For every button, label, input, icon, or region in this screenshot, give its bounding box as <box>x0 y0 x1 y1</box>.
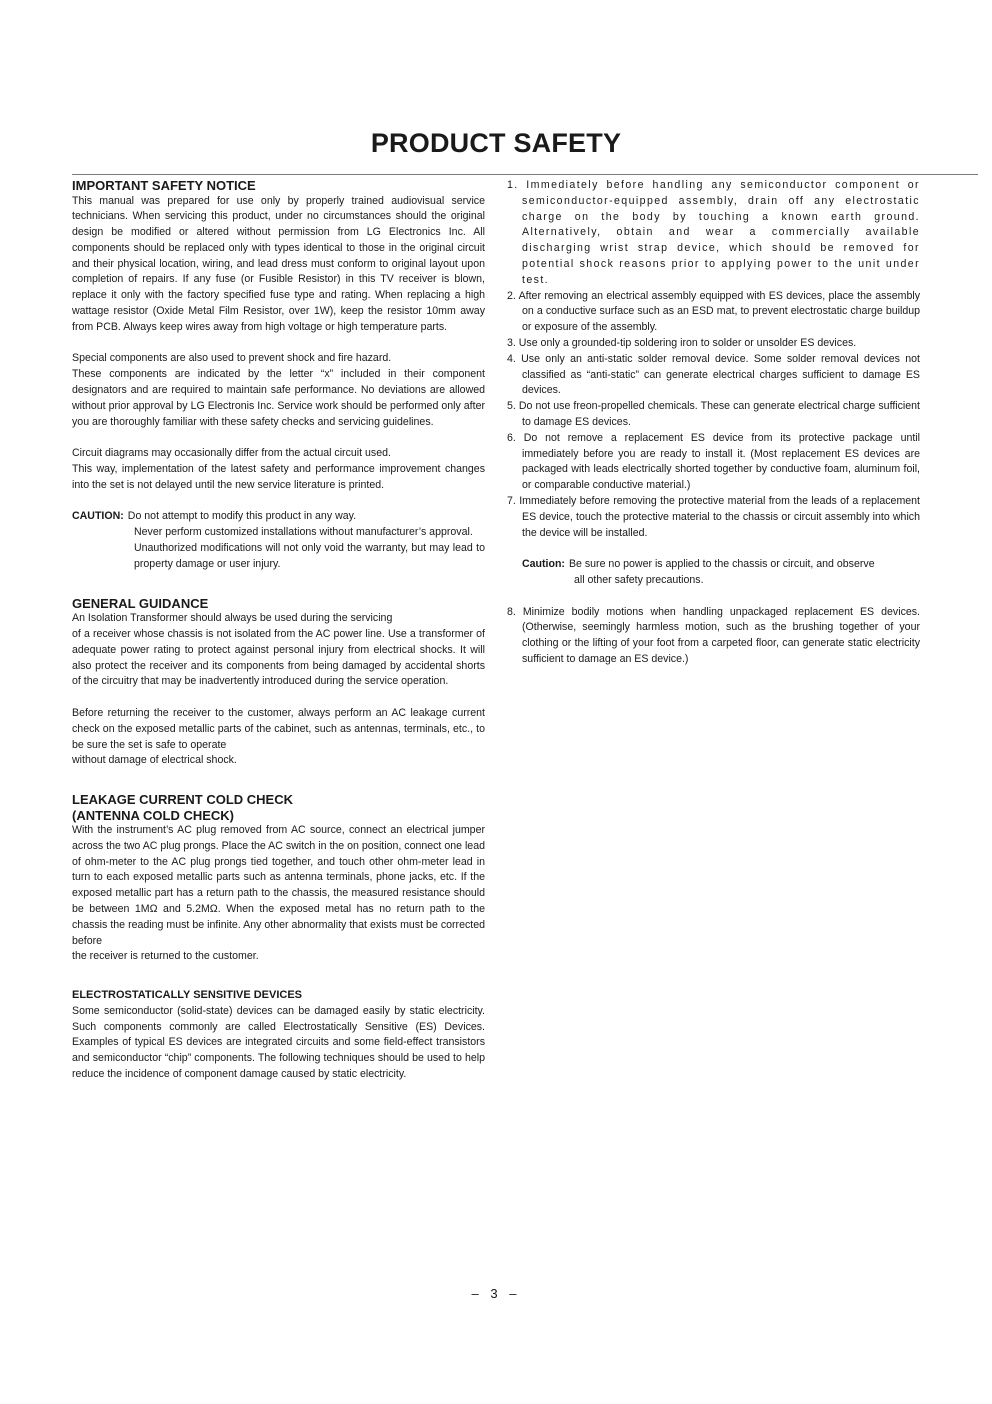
esd-step-1: 1. Immediately before handling any semiconductor component or semiconductor-equipped assembly, drain off any electrostatic charge on the body by touching a known earth ground. Alternatively, obtain and wear a commercially available discharging wrist strap device, which should be removed for potential shock reasons prior to applying power to the unit under test. <box>507 179 920 286</box>
important-para-2a: Special components are also used to prevent shock and fire hazard. <box>72 352 392 365</box>
general-guidance-section <box>72 596 485 769</box>
page-title: PRODUCT SAFETY <box>370 128 622 158</box>
important-safety-notice-section <box>72 178 485 573</box>
esd-steps-list <box>507 178 920 541</box>
right-column <box>507 178 920 668</box>
esd-step-6: 6. Do not remove a replacement ES device from its protective package until immediately before you are ready to install it. (Most replacement ES devices are packaged with leads electrically shorted together by conductive foam, aluminum foil, or comparable conductive material.) <box>507 431 920 492</box>
page-number: – 3 – <box>471 1286 521 1301</box>
leakage-heading-1: LEAKAGE CURRENT COLD CHECK <box>72 792 293 808</box>
important-para-2b: These components are indicated by the letter “x” included in their component designators and are required to maintain safe performance. No deviations are allowed without prior approval by LG Electronis Inc. Service work should be performed only after you are thoroughly familiar with these safety checks and servicing guidelines. <box>72 368 485 428</box>
leakage-heading-2: (ANTENNA COLD CHECK) <box>72 807 235 823</box>
caution-line-3: Unauthorized modifications will not only void the warranty, but may lead to property damage or user injury. <box>134 542 485 570</box>
right-caution-line-2: all other safety precautions. <box>574 573 704 586</box>
guidance-para-1a: An Isolation Transformer should always be used during the servicing <box>72 612 393 625</box>
guidance-para-1b: of a receiver whose chassis is not isolated from the AC power line. Use a transformer of adequate power rating to protect against personal injury from electrical shocks. It will also protect the receiver and its components from being damaged by accidental shorts of the circuitry that may be inadvertently introduced during the service operation. <box>72 627 485 688</box>
general-guidance-heading: GENERAL GUIDANCE <box>72 595 209 611</box>
esd-step-3: 3. Use only a grounded-tip soldering iron to solder or unsolder ES devices. <box>507 336 857 349</box>
right-caution-block <box>507 557 920 589</box>
right-caution-label: Caution: <box>522 558 565 571</box>
title-divider <box>72 174 978 175</box>
leakage-para-1: With the instrument’s AC plug removed from AC source, connect an electrical jumper across the two AC plug prongs. Place the AC switch in the on position, connect one lead of ohm-meter to the AC plug prongs tied together, and touch other ohm-meter lead in turn to each exposed metallic parts such as antenna terminals, phone jacks, etc. If the exposed metallic part has a return path to the chassis, the measured resistance should be between 1MΩ and 5.2MΩ. When the exposed metal has no return path to the chassis the reading must be infinite. Any other abnormality that exists must be corrected before <box>72 824 485 947</box>
caution-line-2: Never perform customized installations without manufacturer’s approval. <box>134 526 473 539</box>
esd-step-4: 4. Use only an anti-static solder removal device. Some solder removal devices not classified as “anti-static” can generate electrical charges sufficient to damage ES devices. <box>507 352 920 397</box>
esd-step-8: 8. Minimize bodily motions when handling unpackaged replacement ES devices. (Otherwise, seemingly harmless motion, such as the brushing together of your clothing or the lifting of your foot from a carpeted floor, can generate static electricity sufficient to damage an ES device.) <box>507 605 920 665</box>
caution-label: CAUTION: <box>72 510 124 523</box>
esd-section <box>72 988 485 1082</box>
esd-heading: ELECTROSTATICALLY SENSITIVE DEVICES <box>72 989 303 1002</box>
esd-step-5: 5. Do not use freon-propelled chemicals. These can generate electrical charge sufficient to damage ES devices. <box>507 400 920 428</box>
left-column <box>72 178 485 1083</box>
important-para-1: This manual was prepared for use only by properly trained audiovisual service technicians. When servicing this product, under no circumstances should the original design be modified or altered without permission from LG Electronics Inc. All components should be replaced only with types identical to those in the original circuit and their physical location, wiring, and lead dress must conform to original layout upon completion of repairs. If any fuse (or Fusible Resistor) in this TV receiver is blown, replace it only with the factory specified fuse type and rating. When replacing a high wattage resistor (Oxide Metal Film Resistor, over 1W), keep the resistor 10mm away from PCB. Always keep wires away from high voltage or high temperature parts. <box>72 194 485 333</box>
important-safety-notice-heading: IMPORTANT SAFETY NOTICE <box>72 178 256 193</box>
leakage-para-2: the receiver is returned to the customer. <box>72 950 259 963</box>
important-para-3a: Circuit diagrams may occasionally differ from the actual circuit used. <box>72 447 391 460</box>
esd-step-7: 7. Immediately before removing the protective material from the leads of a replacement ES device, touch the protective material to the chassis or circuit assembly into which the device will be installed. <box>507 494 920 539</box>
guidance-para-2a: Before returning the receiver to the customer, always perform an AC leakage current check on the exposed metallic parts of the cabinet, such as antennas, terminals, etc., to be sure the set is safe to operate <box>72 706 485 751</box>
right-caution-line-1: Be sure no power is applied to the chassis or circuit, and observe <box>568 558 875 571</box>
esd-steps-list-continued <box>507 605 920 668</box>
caution-block <box>72 509 485 572</box>
esd-para-1: Some semiconductor (solid-state) devices can be damaged easily by static electricity. Such components commonly are called Electrostatically Sensitive (ES) Devices. Examples of typical ES devices are integrated circuits and some field-effect transistors and semiconductor “chip” components. The following techniques should be used to help reduce the incidence of component damage caused by static electricity. <box>72 1004 485 1080</box>
guidance-para-2b: without damage of electrical shock. <box>72 754 237 767</box>
leakage-current-section <box>72 792 485 965</box>
important-para-3b: This way, implementation of the latest safety and performance improvement changes into the set is not delayed until the new service literature is printed. <box>72 463 485 491</box>
esd-step-2: 2. After removing an electrical assembly equipped with ES devices, place the assembly on a conductive surface such as an ESD mat, to prevent electrostatic charge buildup or exposure of the assembly. <box>507 289 920 334</box>
caution-line-1: Do not attempt to modify this product in any way. <box>127 510 357 523</box>
